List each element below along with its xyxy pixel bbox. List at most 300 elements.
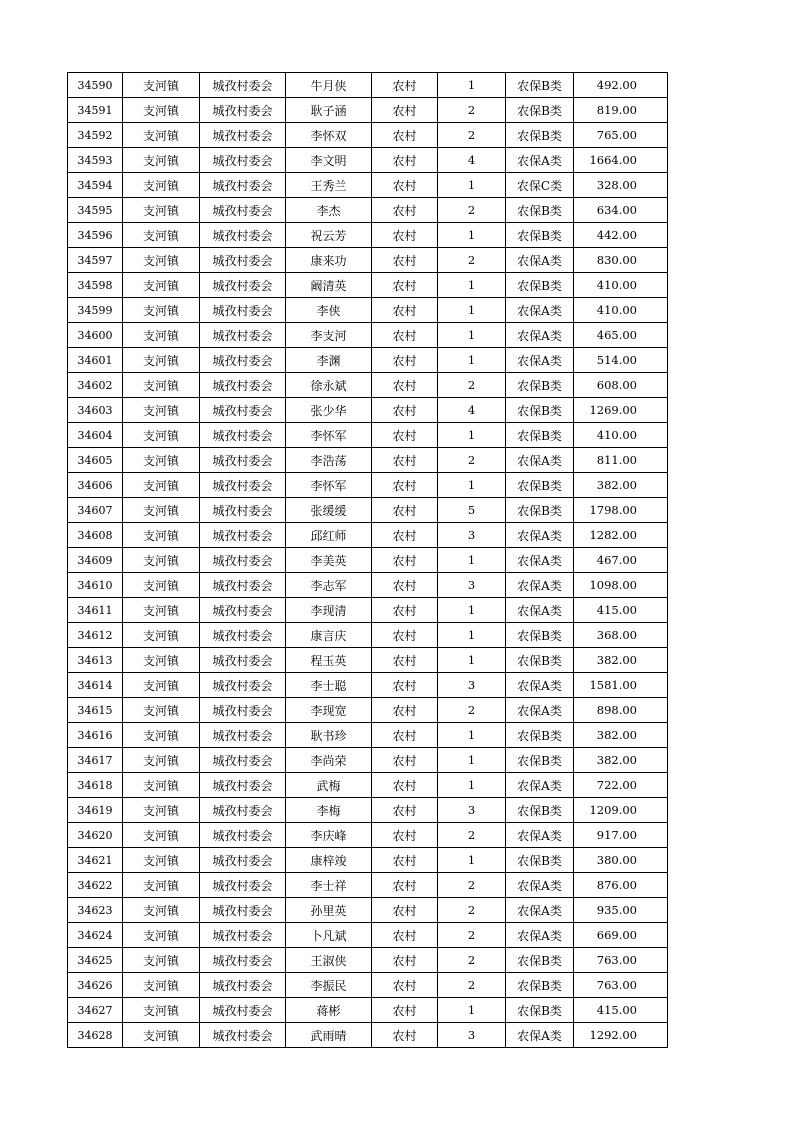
- cell-name: 李怀双: [286, 123, 372, 148]
- cell-count: 5: [438, 498, 506, 523]
- cell-id: 34600: [68, 323, 123, 348]
- cell-count: 1: [438, 173, 506, 198]
- cell-count: 1: [438, 423, 506, 448]
- cell-name: 李庆峰: [286, 823, 372, 848]
- cell-id: 34591: [68, 98, 123, 123]
- cell-area: 农村: [372, 773, 438, 798]
- cell-amount: 876.00: [574, 873, 668, 898]
- cell-town: 支河镇: [123, 698, 200, 723]
- cell-name: 李侠: [286, 298, 372, 323]
- cell-area: 农村: [372, 823, 438, 848]
- table-row: [68, 73, 668, 98]
- table-row: [68, 923, 668, 948]
- cell-village: 城孜村委会: [200, 473, 286, 498]
- cell-amount: 382.00: [574, 748, 668, 773]
- cell-town: 支河镇: [123, 373, 200, 398]
- cell-village: 城孜村委会: [200, 523, 286, 548]
- table-row: [68, 823, 668, 848]
- cell-area: 农村: [372, 498, 438, 523]
- cell-name: 李梅: [286, 798, 372, 823]
- cell-id: 34609: [68, 548, 123, 573]
- cell-town: 支河镇: [123, 473, 200, 498]
- cell-id: 34599: [68, 298, 123, 323]
- cell-amount: 763.00: [574, 973, 668, 998]
- cell-amount: 1269.00: [574, 398, 668, 423]
- table-row: [68, 1023, 668, 1048]
- cell-amount: 1098.00: [574, 573, 668, 598]
- cell-amount: 380.00: [574, 848, 668, 873]
- cell-category: 农保B类: [506, 198, 574, 223]
- cell-category: 农保A类: [506, 298, 574, 323]
- cell-count: 2: [438, 873, 506, 898]
- cell-category: 农保A类: [506, 673, 574, 698]
- cell-town: 支河镇: [123, 598, 200, 623]
- cell-count: 1: [438, 623, 506, 648]
- cell-village: 城孜村委会: [200, 398, 286, 423]
- cell-count: 2: [438, 698, 506, 723]
- cell-category: 农保B类: [506, 123, 574, 148]
- cell-area: 农村: [372, 98, 438, 123]
- cell-town: 支河镇: [123, 823, 200, 848]
- cell-village: 城孜村委会: [200, 498, 286, 523]
- cell-amount: 328.00: [574, 173, 668, 198]
- cell-count: 3: [438, 798, 506, 823]
- cell-town: 支河镇: [123, 223, 200, 248]
- cell-category: 农保B类: [506, 273, 574, 298]
- cell-village: 城孜村委会: [200, 1023, 286, 1048]
- cell-count: 1: [438, 748, 506, 773]
- cell-count: 3: [438, 673, 506, 698]
- table-row: [68, 473, 668, 498]
- cell-town: 支河镇: [123, 748, 200, 773]
- cell-area: 农村: [372, 548, 438, 573]
- cell-id: 34606: [68, 473, 123, 498]
- cell-amount: 722.00: [574, 773, 668, 798]
- table-row: [68, 798, 668, 823]
- cell-area: 农村: [372, 448, 438, 473]
- cell-village: 城孜村委会: [200, 973, 286, 998]
- table-sheet: [67, 72, 668, 1048]
- cell-area: 农村: [372, 523, 438, 548]
- cell-town: 支河镇: [123, 873, 200, 898]
- table-row: [68, 873, 668, 898]
- cell-area: 农村: [372, 648, 438, 673]
- cell-amount: 819.00: [574, 98, 668, 123]
- cell-amount: 1798.00: [574, 498, 668, 523]
- table-row: [68, 748, 668, 773]
- table-row: [68, 673, 668, 698]
- cell-amount: 830.00: [574, 248, 668, 273]
- cell-category: 农保B类: [506, 723, 574, 748]
- cell-town: 支河镇: [123, 398, 200, 423]
- table-row: [68, 323, 668, 348]
- cell-name: 李士聪: [286, 673, 372, 698]
- cell-area: 农村: [372, 348, 438, 373]
- table-row: [68, 423, 668, 448]
- cell-area: 农村: [372, 473, 438, 498]
- cell-name: 王秀兰: [286, 173, 372, 198]
- cell-name: 康来功: [286, 248, 372, 273]
- table-row: [68, 348, 668, 373]
- cell-count: 1: [438, 598, 506, 623]
- cell-category: 农保A类: [506, 598, 574, 623]
- cell-amount: 765.00: [574, 123, 668, 148]
- cell-id: 34590: [68, 73, 123, 98]
- cell-count: 4: [438, 398, 506, 423]
- cell-name: 康言庆: [286, 623, 372, 648]
- cell-count: 1: [438, 323, 506, 348]
- cell-amount: 917.00: [574, 823, 668, 848]
- cell-area: 农村: [372, 173, 438, 198]
- cell-village: 城孜村委会: [200, 898, 286, 923]
- cell-village: 城孜村委会: [200, 623, 286, 648]
- cell-town: 支河镇: [123, 573, 200, 598]
- cell-name: 武梅: [286, 773, 372, 798]
- cell-village: 城孜村委会: [200, 423, 286, 448]
- cell-village: 城孜村委会: [200, 223, 286, 248]
- cell-category: 农保B类: [506, 798, 574, 823]
- cell-count: 2: [438, 923, 506, 948]
- cell-village: 城孜村委会: [200, 573, 286, 598]
- data-table: [67, 72, 668, 1048]
- cell-town: 支河镇: [123, 98, 200, 123]
- cell-category: 农保B类: [506, 98, 574, 123]
- cell-id: 34611: [68, 598, 123, 623]
- cell-area: 农村: [372, 748, 438, 773]
- table-row: [68, 148, 668, 173]
- cell-area: 农村: [372, 598, 438, 623]
- cell-village: 城孜村委会: [200, 723, 286, 748]
- cell-village: 城孜村委会: [200, 273, 286, 298]
- cell-amount: 514.00: [574, 348, 668, 373]
- cell-id: 34607: [68, 498, 123, 523]
- cell-area: 农村: [372, 198, 438, 223]
- cell-category: 农保B类: [506, 223, 574, 248]
- cell-id: 34612: [68, 623, 123, 648]
- cell-area: 农村: [372, 973, 438, 998]
- cell-count: 1: [438, 773, 506, 798]
- cell-name: 祝云芳: [286, 223, 372, 248]
- cell-amount: 410.00: [574, 298, 668, 323]
- cell-id: 34598: [68, 273, 123, 298]
- cell-name: 李文明: [286, 148, 372, 173]
- cell-id: 34613: [68, 648, 123, 673]
- cell-village: 城孜村委会: [200, 98, 286, 123]
- cell-town: 支河镇: [123, 648, 200, 673]
- cell-town: 支河镇: [123, 298, 200, 323]
- cell-area: 农村: [372, 698, 438, 723]
- cell-id: 34626: [68, 973, 123, 998]
- cell-amount: 492.00: [574, 73, 668, 98]
- cell-name: 李志军: [286, 573, 372, 598]
- cell-count: 1: [438, 648, 506, 673]
- cell-id: 34616: [68, 723, 123, 748]
- cell-village: 城孜村委会: [200, 73, 286, 98]
- cell-name: 卜凡斌: [286, 923, 372, 948]
- table-row: [68, 198, 668, 223]
- cell-village: 城孜村委会: [200, 948, 286, 973]
- cell-area: 农村: [372, 248, 438, 273]
- cell-category: 农保A类: [506, 823, 574, 848]
- cell-id: 34594: [68, 173, 123, 198]
- cell-area: 农村: [372, 123, 438, 148]
- cell-village: 城孜村委会: [200, 373, 286, 398]
- cell-village: 城孜村委会: [200, 173, 286, 198]
- cell-amount: 415.00: [574, 598, 668, 623]
- cell-town: 支河镇: [123, 723, 200, 748]
- table-row: [68, 598, 668, 623]
- cell-village: 城孜村委会: [200, 823, 286, 848]
- cell-id: 34593: [68, 148, 123, 173]
- cell-id: 34602: [68, 373, 123, 398]
- cell-category: 农保B类: [506, 373, 574, 398]
- cell-count: 1: [438, 998, 506, 1023]
- cell-count: 1: [438, 723, 506, 748]
- cell-area: 农村: [372, 398, 438, 423]
- table-row: [68, 123, 668, 148]
- cell-name: 武雨晴: [286, 1023, 372, 1048]
- cell-count: 3: [438, 1023, 506, 1048]
- cell-category: 农保B类: [506, 648, 574, 673]
- cell-name: 阚清英: [286, 273, 372, 298]
- cell-name: 李渊: [286, 348, 372, 373]
- table-row: [68, 998, 668, 1023]
- cell-town: 支河镇: [123, 173, 200, 198]
- cell-area: 农村: [372, 73, 438, 98]
- table-row: [68, 98, 668, 123]
- cell-name: 蒋彬: [286, 998, 372, 1023]
- cell-count: 2: [438, 373, 506, 398]
- cell-category: 农保A类: [506, 573, 574, 598]
- cell-category: 农保A类: [506, 773, 574, 798]
- cell-category: 农保A类: [506, 523, 574, 548]
- cell-village: 城孜村委会: [200, 298, 286, 323]
- cell-name: 李浩荡: [286, 448, 372, 473]
- cell-town: 支河镇: [123, 498, 200, 523]
- cell-area: 农村: [372, 298, 438, 323]
- cell-id: 34620: [68, 823, 123, 848]
- cell-area: 农村: [372, 373, 438, 398]
- cell-id: 34617: [68, 748, 123, 773]
- cell-category: 农保B类: [506, 948, 574, 973]
- cell-category: 农保A类: [506, 1023, 574, 1048]
- cell-area: 农村: [372, 798, 438, 823]
- table-row: [68, 273, 668, 298]
- cell-town: 支河镇: [123, 673, 200, 698]
- table-row: [68, 973, 668, 998]
- cell-category: 农保A类: [506, 348, 574, 373]
- cell-name: 耿书珍: [286, 723, 372, 748]
- table-row: [68, 398, 668, 423]
- cell-category: 农保B类: [506, 998, 574, 1023]
- cell-amount: 382.00: [574, 723, 668, 748]
- cell-name: 李杰: [286, 198, 372, 223]
- cell-category: 农保A类: [506, 873, 574, 898]
- cell-amount: 1664.00: [574, 148, 668, 173]
- cell-count: 1: [438, 223, 506, 248]
- cell-id: 34603: [68, 398, 123, 423]
- cell-amount: 1282.00: [574, 523, 668, 548]
- table-row: [68, 773, 668, 798]
- cell-village: 城孜村委会: [200, 648, 286, 673]
- cell-town: 支河镇: [123, 923, 200, 948]
- cell-category: 农保A类: [506, 148, 574, 173]
- cell-town: 支河镇: [123, 323, 200, 348]
- cell-name: 李现清: [286, 598, 372, 623]
- cell-category: 农保B类: [506, 498, 574, 523]
- cell-name: 徐永斌: [286, 373, 372, 398]
- cell-amount: 415.00: [574, 998, 668, 1023]
- cell-amount: 382.00: [574, 648, 668, 673]
- cell-category: 农保A类: [506, 923, 574, 948]
- table-row: [68, 648, 668, 673]
- cell-category: 农保B类: [506, 398, 574, 423]
- cell-name: 张缓缓: [286, 498, 372, 523]
- cell-name: 康梓竣: [286, 848, 372, 873]
- cell-area: 农村: [372, 923, 438, 948]
- cell-category: 农保B类: [506, 423, 574, 448]
- table-row: [68, 573, 668, 598]
- cell-amount: 935.00: [574, 898, 668, 923]
- cell-count: 1: [438, 848, 506, 873]
- cell-id: 34597: [68, 248, 123, 273]
- cell-area: 农村: [372, 148, 438, 173]
- cell-village: 城孜村委会: [200, 548, 286, 573]
- cell-town: 支河镇: [123, 423, 200, 448]
- cell-count: 2: [438, 948, 506, 973]
- cell-id: 34621: [68, 848, 123, 873]
- cell-id: 34624: [68, 923, 123, 948]
- cell-village: 城孜村委会: [200, 123, 286, 148]
- cell-village: 城孜村委会: [200, 748, 286, 773]
- cell-town: 支河镇: [123, 348, 200, 373]
- cell-category: 农保B类: [506, 73, 574, 98]
- cell-id: 34596: [68, 223, 123, 248]
- cell-area: 农村: [372, 848, 438, 873]
- cell-area: 农村: [372, 623, 438, 648]
- cell-town: 支河镇: [123, 448, 200, 473]
- cell-name: 王淑侠: [286, 948, 372, 973]
- cell-amount: 608.00: [574, 373, 668, 398]
- cell-id: 34623: [68, 898, 123, 923]
- cell-town: 支河镇: [123, 548, 200, 573]
- cell-area: 农村: [372, 573, 438, 598]
- cell-amount: 811.00: [574, 448, 668, 473]
- cell-count: 2: [438, 973, 506, 998]
- cell-name: 李士祥: [286, 873, 372, 898]
- cell-id: 34604: [68, 423, 123, 448]
- cell-area: 农村: [372, 273, 438, 298]
- cell-village: 城孜村委会: [200, 198, 286, 223]
- cell-id: 34592: [68, 123, 123, 148]
- cell-id: 34615: [68, 698, 123, 723]
- cell-category: 农保A类: [506, 248, 574, 273]
- cell-count: 1: [438, 73, 506, 98]
- cell-count: 2: [438, 823, 506, 848]
- cell-town: 支河镇: [123, 898, 200, 923]
- cell-name: 李怀军: [286, 473, 372, 498]
- cell-category: 农保B类: [506, 748, 574, 773]
- table-row: [68, 948, 668, 973]
- cell-category: 农保A类: [506, 448, 574, 473]
- cell-name: 李振民: [286, 973, 372, 998]
- cell-name: 孙里英: [286, 898, 372, 923]
- table-row: [68, 373, 668, 398]
- cell-area: 农村: [372, 898, 438, 923]
- table-row: [68, 898, 668, 923]
- cell-id: 34619: [68, 798, 123, 823]
- cell-id: 34628: [68, 1023, 123, 1048]
- cell-category: 农保A类: [506, 548, 574, 573]
- cell-area: 农村: [372, 873, 438, 898]
- cell-town: 支河镇: [123, 973, 200, 998]
- cell-amount: 368.00: [574, 623, 668, 648]
- cell-area: 农村: [372, 323, 438, 348]
- table-body: [68, 73, 668, 1048]
- cell-village: 城孜村委会: [200, 798, 286, 823]
- cell-count: 2: [438, 123, 506, 148]
- cell-count: 2: [438, 248, 506, 273]
- cell-village: 城孜村委会: [200, 448, 286, 473]
- cell-count: 1: [438, 348, 506, 373]
- cell-town: 支河镇: [123, 273, 200, 298]
- cell-count: 1: [438, 548, 506, 573]
- cell-village: 城孜村委会: [200, 873, 286, 898]
- cell-id: 34622: [68, 873, 123, 898]
- cell-category: 农保B类: [506, 623, 574, 648]
- cell-name: 李支河: [286, 323, 372, 348]
- cell-name: 耿子涵: [286, 98, 372, 123]
- cell-id: 34605: [68, 448, 123, 473]
- cell-town: 支河镇: [123, 248, 200, 273]
- cell-amount: 1581.00: [574, 673, 668, 698]
- cell-town: 支河镇: [123, 948, 200, 973]
- table-row: [68, 298, 668, 323]
- cell-village: 城孜村委会: [200, 998, 286, 1023]
- cell-amount: 1209.00: [574, 798, 668, 823]
- cell-village: 城孜村委会: [200, 348, 286, 373]
- cell-town: 支河镇: [123, 123, 200, 148]
- cell-town: 支河镇: [123, 998, 200, 1023]
- table-row: [68, 723, 668, 748]
- table-row: [68, 248, 668, 273]
- cell-town: 支河镇: [123, 773, 200, 798]
- table-row: [68, 848, 668, 873]
- cell-village: 城孜村委会: [200, 773, 286, 798]
- cell-town: 支河镇: [123, 148, 200, 173]
- cell-name: 李现宽: [286, 698, 372, 723]
- cell-area: 农村: [372, 673, 438, 698]
- cell-town: 支河镇: [123, 73, 200, 98]
- cell-amount: 442.00: [574, 223, 668, 248]
- cell-village: 城孜村委会: [200, 323, 286, 348]
- cell-category: 农保A类: [506, 698, 574, 723]
- cell-town: 支河镇: [123, 848, 200, 873]
- cell-amount: 467.00: [574, 548, 668, 573]
- cell-area: 农村: [372, 1023, 438, 1048]
- cell-amount: 763.00: [574, 948, 668, 973]
- cell-name: 李美英: [286, 548, 372, 573]
- cell-count: 2: [438, 898, 506, 923]
- cell-amount: 410.00: [574, 423, 668, 448]
- cell-area: 农村: [372, 948, 438, 973]
- cell-count: 3: [438, 573, 506, 598]
- cell-village: 城孜村委会: [200, 923, 286, 948]
- cell-category: 农保B类: [506, 973, 574, 998]
- cell-town: 支河镇: [123, 523, 200, 548]
- cell-village: 城孜村委会: [200, 698, 286, 723]
- cell-category: 农保C类: [506, 173, 574, 198]
